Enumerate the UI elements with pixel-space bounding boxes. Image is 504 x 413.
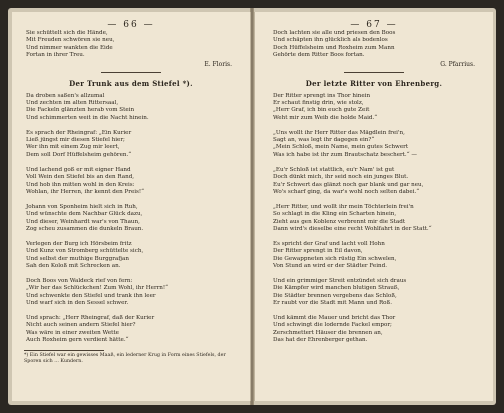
verse-line: Fortan in ihrer Treu.: [26, 52, 85, 59]
verse-line: Die Kämpfer wird manchen blutigen Strauß,: [273, 285, 400, 292]
verse-line: Die Gewappneten sich rüstig Ein schwelen,: [273, 255, 397, 262]
poem-title-right: Der letzte Ritter von Ehrenberg.: [305, 78, 443, 88]
author-signature-left: E. Floris.: [204, 60, 232, 68]
intro-stanza-right: [273, 30, 493, 60]
verse-line: So schlagt in die Kling ein Scharten hinein,: [273, 211, 397, 218]
verse-line: Da droben saßen's allzumal: [26, 92, 105, 99]
verse-line: Und schwingt die lodernde Fackel empor;: [273, 322, 392, 329]
verse-line: Eu'r Schwert das glänzt noch gar blank und gar neu,: [273, 181, 424, 188]
verse-line: „Uns wollt ihr Herr Ritter das Mägdlein frei'n,: [273, 129, 405, 136]
verse-line: Ließ jüngst mir diesen Stiefel hier;: [26, 137, 125, 144]
verse-line: Johann von Sponheim hielt sich in Ruh,: [26, 203, 138, 210]
verse-line: Was ich habe ist ihr zum Brautschatz beschert.“ —: [273, 151, 417, 158]
verse-line: Und selbst der muthige Burggrafjan: [26, 255, 129, 262]
verse-line: Und dieser, Weinhardt war's von Thaun,: [26, 218, 140, 225]
verse-line: Und kämmt die Mauer und bricht das Thor: [273, 314, 396, 321]
open-book: [8, 8, 496, 405]
verse-line: Und schäpten ihn glücklich als bodenlos: [273, 37, 388, 44]
stanza-break: [273, 270, 493, 277]
verse-line: Und sprach: „Herr Rheingraf, daß der Kurier: [26, 314, 155, 321]
verse-line: Und zechten im alten Rittersaal,: [26, 100, 119, 107]
verse-line: Von Stund an wird er der Städter Feind.: [273, 262, 387, 269]
verse-line: Wer ihn mit einem Zug mir leert,: [26, 144, 120, 151]
verse-line: Sah den Koloß mit Schrecken an.: [26, 262, 121, 269]
verse-line: Voll Wein den Stiefel bis an den Rand,: [26, 174, 135, 181]
verse-line: Dann wird's dieselbe eine recht Wohlfahrt in der Statt.“: [273, 225, 432, 232]
page-number-right: — 67 —: [350, 20, 398, 30]
verse-line: Doch lachten sie alle und priesen den Boos: [273, 30, 396, 36]
stanza-break: [273, 159, 493, 166]
verse-line: Wo's scharf ging, da war's wohl noch selten dabei.“: [273, 188, 420, 195]
stanza-break: [26, 307, 250, 314]
stanza-break: [26, 196, 250, 203]
verse-line: Die Städter brennen vergebens das Schloß,: [273, 292, 397, 299]
verse-line: Auch Roxheim gern verdient hätte.“: [26, 337, 129, 344]
verse-line: Gehörte dem Ritter Boos fortan.: [273, 52, 365, 59]
verse-line: Zog scheu zusammen die dunkeln Braun.: [26, 225, 144, 232]
author-signature-right: G. Pfarrius.: [440, 60, 475, 68]
verse-line: Das hat der Ehrenberger gethan.: [273, 337, 368, 344]
left-page: [12, 12, 251, 401]
verse-line: Und warf sich in den Sessel schwer.: [26, 300, 129, 306]
verse-line: Doch dünkt mich, ihr seid noch ein junges Blut.: [273, 174, 409, 181]
verse-line: Sagt an, was legt ihr dagegen ein?“: [273, 137, 375, 144]
poem-title-left: Der Trunk aus dem Stiefel *).: [69, 78, 193, 88]
verse-line: Was wäre in einer zweiten Wette: [26, 329, 119, 336]
verse-line: Und schwenkte den Stiefel und trank ihn leer: [26, 292, 156, 299]
verse-line: Er schaut finstig drin, wie stolz,: [273, 100, 364, 107]
stanza-break: [273, 307, 493, 314]
stanza-break: [273, 196, 493, 203]
stanza-break: [26, 122, 250, 129]
verse-line: Doch Boos von Waldeck rief von fern:: [26, 277, 133, 284]
stanza-break: [26, 270, 250, 277]
verse-line: Und nimmer wankten die Eide: [26, 44, 113, 51]
verse-line: Und schimmerten weit in die Nacht hinein.: [26, 114, 149, 121]
stanza-break: [273, 122, 493, 129]
divider-rule-right: [344, 72, 404, 73]
verse-line: Es spricht der Graf und lacht voll Hohn: [273, 240, 385, 247]
verse-line: Er raubt vor die Stadt mit Mann und Roß.: [273, 300, 393, 306]
verse-line: Der Ritter sprengt in Eil davon,: [273, 248, 363, 255]
stanza-break: [26, 233, 250, 240]
poem-body-right: [273, 93, 493, 345]
verse-line: „Eu'r Schloß ist stattlich, eu'r Nam' ist gut: [273, 166, 395, 173]
verse-line: „Herr Graf, ich bin euch gute Zeit: [273, 107, 370, 114]
verse-line: „Wir her das Schlückchen! Zum Wohl, ihr Herrn!“: [26, 285, 169, 292]
verse-line: Und Kunz von Stromberg schüttelte sich,: [26, 248, 144, 255]
verse-line: Es sprach der Rheingraf: „Ein Kurier: [26, 129, 132, 136]
right-page: [254, 12, 493, 401]
verse-line: Nicht auch seinen andern Stiefel hier?: [26, 322, 136, 329]
verse-line: „Herr Ritter, und wollt ihr mein Töchterlein frei'n: [273, 203, 414, 210]
verse-line: Die Fackeln glänzten herab vom Stein: [26, 107, 135, 114]
verse-line: Weht mir zum Weib die holde Maid.“: [273, 114, 378, 121]
poem-body-left: [26, 93, 250, 345]
verse-line: Mit Freuden schwören sie neu,: [26, 37, 115, 44]
divider-rule-left: [101, 72, 161, 73]
stanza-break: [273, 233, 493, 240]
verse-line: Sie schüttelt sich die Hände,: [26, 30, 108, 36]
verse-line: Zerschmettert Häuser die brennen an,: [273, 329, 383, 336]
verse-line: Dem soll Dorf Hüffelsheim gehören.“: [26, 151, 132, 158]
footnote-rule: [24, 350, 104, 351]
verse-line: Zieht aus gen Koblenz verbrennt mir die Stadt: [273, 218, 406, 225]
intro-stanza-left: [26, 30, 250, 60]
verse-line: Und wünschte dem Nachbar Glück dazu,: [26, 211, 143, 218]
verse-line: Wohlan, ihr Herren, ihr kennt den Preis!“: [26, 188, 145, 195]
verse-line: Und lachend goß er mit eigner Hand: [26, 166, 131, 173]
verse-line: „Mein Schloß, mein Name, mein gutes Schwert: [273, 144, 409, 151]
stanza-break: [26, 159, 250, 166]
verse-line: Und hob ihn mitten wohl in den Kreis:: [26, 181, 135, 188]
verse-line: Der Ritter sprengt ins Thor hinein: [273, 92, 371, 99]
verse-line: Und ein grimmiger Streit entzündet sich draus: [273, 277, 407, 284]
footnote: *) Ein Stiefel war ein gewisses Maaß, ein lederner Krug in Form eines Stiefels, der Sporen sich ... Kundern.: [24, 353, 226, 365]
verse-line: Verlegen der Burg ich Hörsbeim fritz: [26, 240, 132, 247]
page-number-left: — 66 —: [107, 20, 155, 30]
verse-line: Doch Hüffelsheim und Roxheim zum Mann: [273, 44, 395, 51]
